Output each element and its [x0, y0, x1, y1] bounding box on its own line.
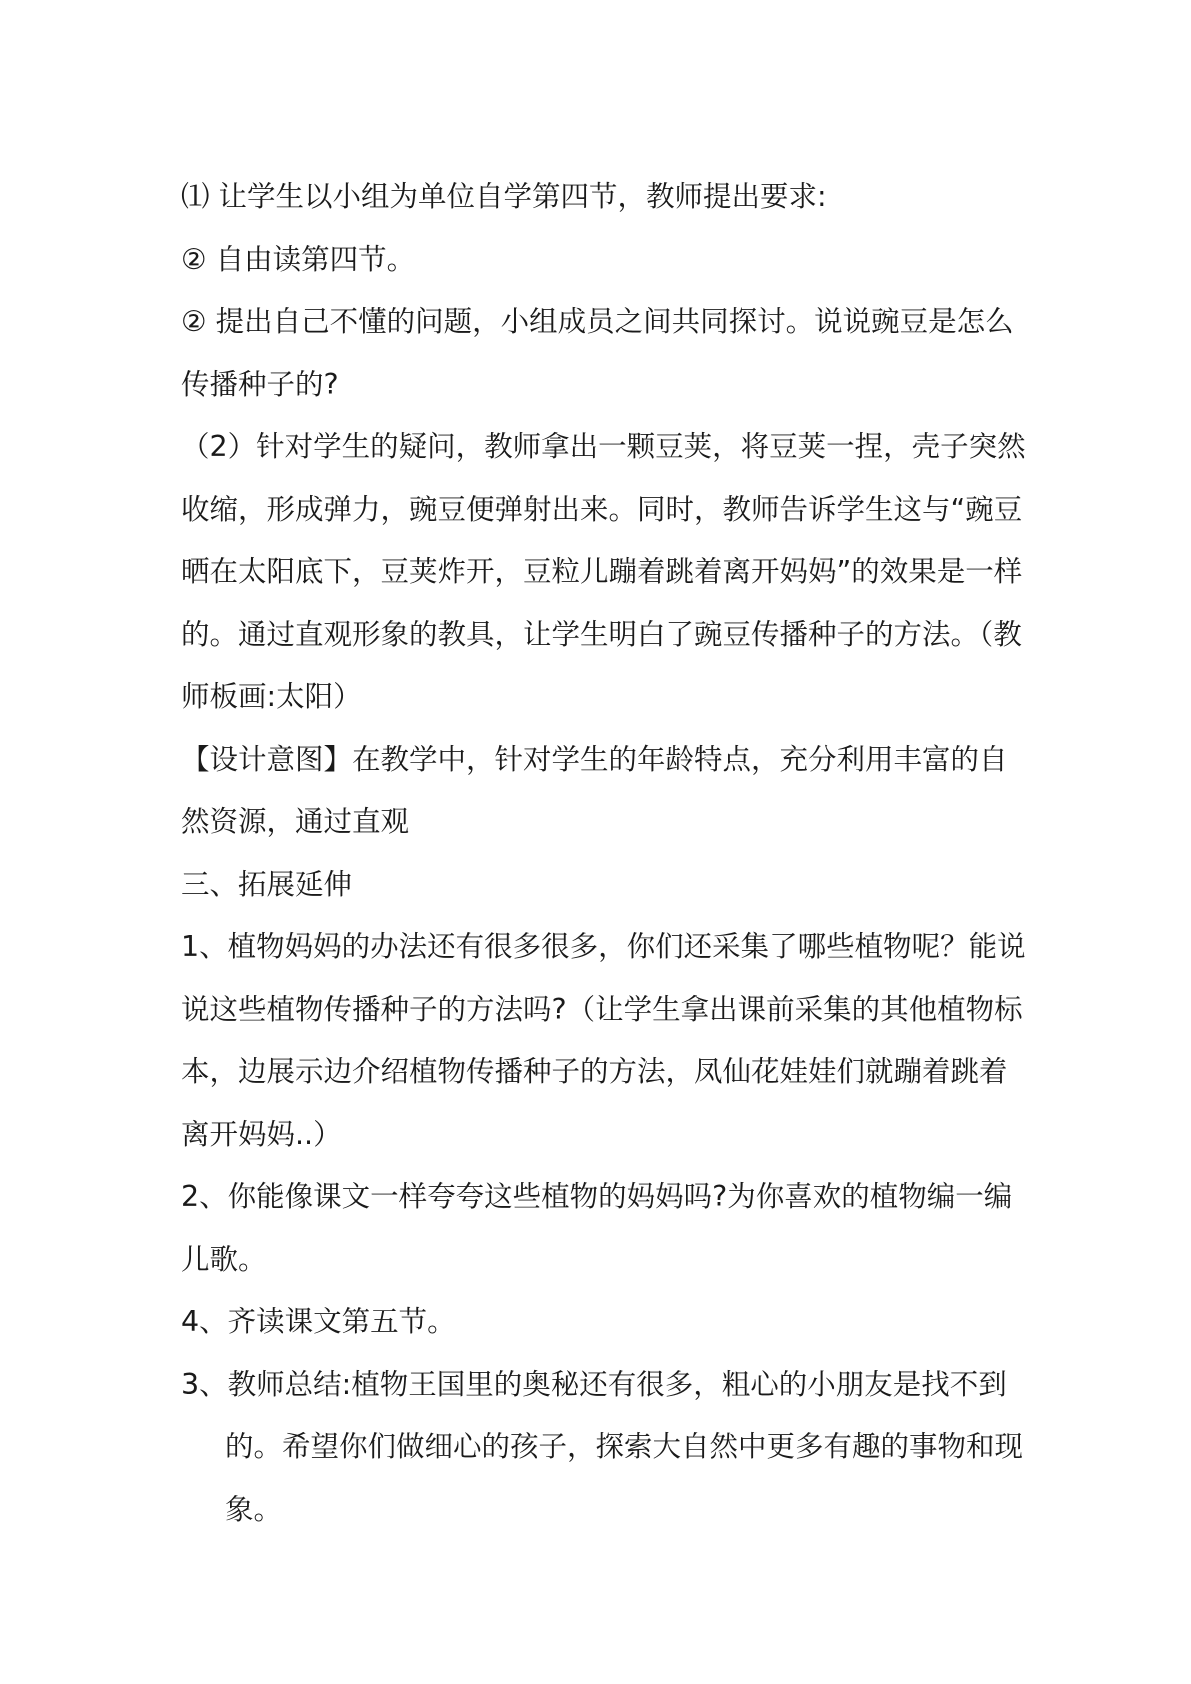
paragraph-raise-questions: ② 提出自己不懂的问题，小组成员之间共同探讨。说说豌豆是怎么传播种子的? — [181, 305, 1014, 401]
paragraph-self-study-requirements: ⑴ 让学生以小组为单位自学第四节，教师提出要求: — [181, 180, 827, 213]
paragraph-item-1: 1、植物妈妈的办法还有很多很多，你们还采集了哪些植物呢？能说说这些植物传播种子的方法吗?（让学生拿出课前采集的其他植物标本，边展示边介绍植物传播种子的方法，凤仙花娃娃们就蹦着跳着离开妈妈..） — [181, 930, 1026, 1151]
paragraph-item-2: 2、你能像课文一样夸夸这些植物的妈妈吗?为你喜欢的植物编一编儿歌。 — [181, 1180, 1013, 1276]
paragraph-item-4: 4、齐读课文第五节。 — [181, 1305, 456, 1338]
paragraph-item-3-summary: 3、教师总结:植物王国里的奥秘还有很多，粗心的小朋友是找不到的。希望你们做细心的孩子，探索大自然中更多有趣的事物和现象。 — [181, 1367, 1024, 1526]
paragraph-design-intent: 【设计意图】在教学中，针对学生的年龄特点，充分利用丰富的自然资源，通过直观 — [181, 742, 1008, 838]
section-heading-extension: 三、拓展延伸 — [181, 867, 353, 901]
paragraph-free-reading: ② 自由读第四节。 — [181, 242, 416, 276]
document-body — [181, 166, 1031, 1541]
paragraph-pea-pod-demo: （2）针对学生的疑问，教师拿出一颗豆荚，将豆荚一捏，壳子突然收缩，形成弹力，豌豆便弹射出来。同时，教师告诉学生这与“豌豆晒在太阳底下，豆荚炸开，豆粒儿蹦着跳着离开妈妈”的效果是一样的。通过直观形象的教具，让学生明白了豌豆传播种子的方法。（教师板画:太阳） — [181, 430, 1026, 713]
